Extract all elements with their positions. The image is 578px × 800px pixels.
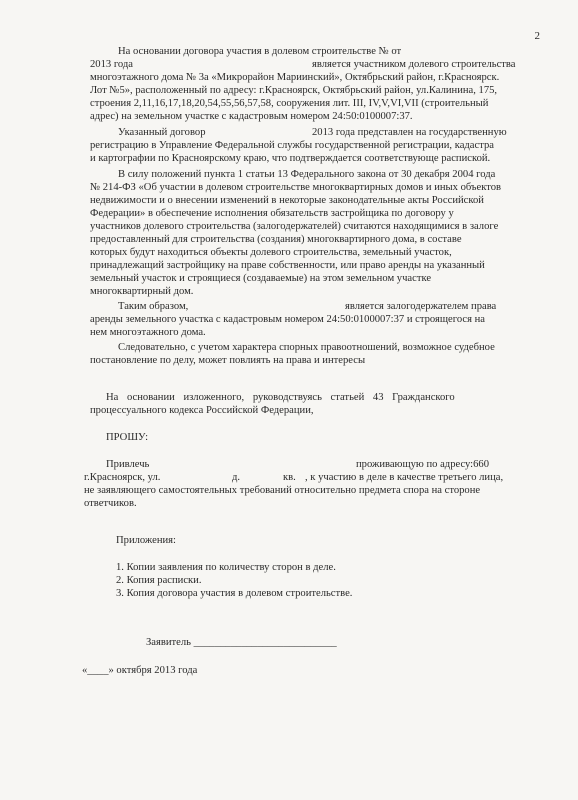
paragraph-6-line-2: процессуального кодекса Российской Федерации, bbox=[90, 405, 314, 416]
paragraph-7-line-1b: проживающую по адресу:660 bbox=[356, 459, 490, 470]
paragraph-1-line-6: адрес) на земельном участке с кадастровым номером 24:50:0100007:37. bbox=[90, 111, 413, 122]
paragraph-1-line-3: многоэтажного дома № 3а «Микрорайон Мариинский», Октябрьский район, г.Красноярск. bbox=[90, 72, 500, 83]
applicant-signature-line: Заявитель ___________________________ bbox=[146, 637, 337, 648]
paragraph-3-line-10: многоквартирный дом. bbox=[90, 286, 194, 297]
paragraph-3-line-3: недвижимости и о внесении изменений в некоторые законодательные акты Российской bbox=[90, 195, 484, 206]
paragraph-2-line-1b: 2013 года представлен на государственную bbox=[312, 127, 507, 138]
attachment-item-2: 2. Копия расписки. bbox=[116, 575, 202, 586]
paragraph-4-line-2: аренды земельного участка с кадастровым номером 24:50:0100007:37 и строящегося на bbox=[90, 314, 485, 325]
paragraph-7-line-2a: г.Красноярск, ул. bbox=[84, 472, 161, 483]
paragraph-6-line-1: На основании изложенного, руководствуясь статьей 43 Гражданского bbox=[106, 392, 455, 403]
page-number: 2 bbox=[534, 30, 540, 42]
paragraph-3-line-9: земельный участок и строящиеся (создаваемые) на этом земельном участке bbox=[90, 273, 432, 284]
attachment-item-1: 1. Копии заявления по количеству сторон в деле. bbox=[116, 562, 336, 573]
paragraph-1-line-1: На основании договора участия в долевом строительстве № от bbox=[118, 46, 402, 57]
paragraph-7-line-2c: кв. bbox=[283, 472, 296, 483]
paragraph-7-line-1a: Привлечь bbox=[106, 459, 150, 470]
paragraph-3-line-2: № 214-ФЗ «Об участии в долевом строительстве многоквартирных домов и иных объектов bbox=[90, 182, 501, 193]
paragraph-3-line-1: В силу положений пункта 1 статьи 13 Федерального закона от 30 декабря 2004 года bbox=[118, 169, 496, 180]
paragraph-5-line-1: Следовательно, с учетом характера спорных правоотношений, возможное судебное bbox=[118, 342, 495, 353]
paragraph-3-line-4: Федерации» в обеспечение исполнения обязательств застройщика по договору у bbox=[90, 208, 454, 219]
paragraph-1-line-4: Лот №5», расположенный по адресу: г.Красноярск, Октябрьский район, ул.Калинина, 175, bbox=[90, 85, 498, 96]
paragraph-2-line-2: регистрацию в Управление Федеральной службы государственной регистрации, кадастра bbox=[90, 140, 494, 151]
paragraph-3-line-6: предоставленный для строительства (создания) многоквартирного дома, в составе bbox=[90, 234, 462, 245]
paragraph-7-line-3: не заявляющего самостоятельных требований относительно предмета спора на стороне bbox=[84, 485, 481, 496]
paragraph-7-line-2b: д. bbox=[232, 472, 241, 483]
paragraph-2-line-1a: Указанный договор bbox=[118, 127, 206, 138]
paragraph-5-line-2: постановление по делу, может повлиять на права и интересы bbox=[90, 355, 366, 366]
paragraph-7-line-4: ответчиков. bbox=[84, 498, 137, 509]
paragraph-1-line-2a: 2013 года bbox=[90, 59, 134, 70]
paragraph-3-line-7: которых будут находиться объекты долевого строительства, земельный участок, bbox=[90, 247, 452, 258]
paragraph-2-line-3: и картографии по Красноярскому краю, что подтверждается соответствующе распиской. bbox=[90, 153, 491, 164]
paragraph-3-line-5: участников долевого строительства (залогодержателей) считаются находящимися в залоге bbox=[90, 221, 499, 232]
paragraph-7-line-2d: , к участию в деле в качестве третьего лица, bbox=[305, 472, 504, 483]
attachment-item-3: 3. Копия договора участия в долевом строительстве. bbox=[116, 588, 353, 599]
date-line: «____» октября 2013 года bbox=[82, 665, 198, 676]
paragraph-4-line-1a: Таким образом, bbox=[118, 301, 189, 312]
paragraph-3-line-8: принадлежащий застройщику на праве собственности, или право аренды на указанный bbox=[90, 260, 485, 271]
request-heading: ПРОШУ: bbox=[106, 432, 149, 443]
paragraph-1-line-2b: является участником долевого строительства bbox=[312, 59, 516, 70]
paragraph-4-line-3: нем многоэтажного дома. bbox=[90, 327, 206, 338]
paragraph-1-line-5: строения 2,11,16,17,18,20,54,55,56,57,58, сооружения лит. III, IV,V,VI,VII (строительный bbox=[90, 98, 489, 109]
attachments-title: Приложения: bbox=[116, 535, 176, 546]
paragraph-4-line-1b: является залогодержателем права bbox=[345, 301, 497, 312]
